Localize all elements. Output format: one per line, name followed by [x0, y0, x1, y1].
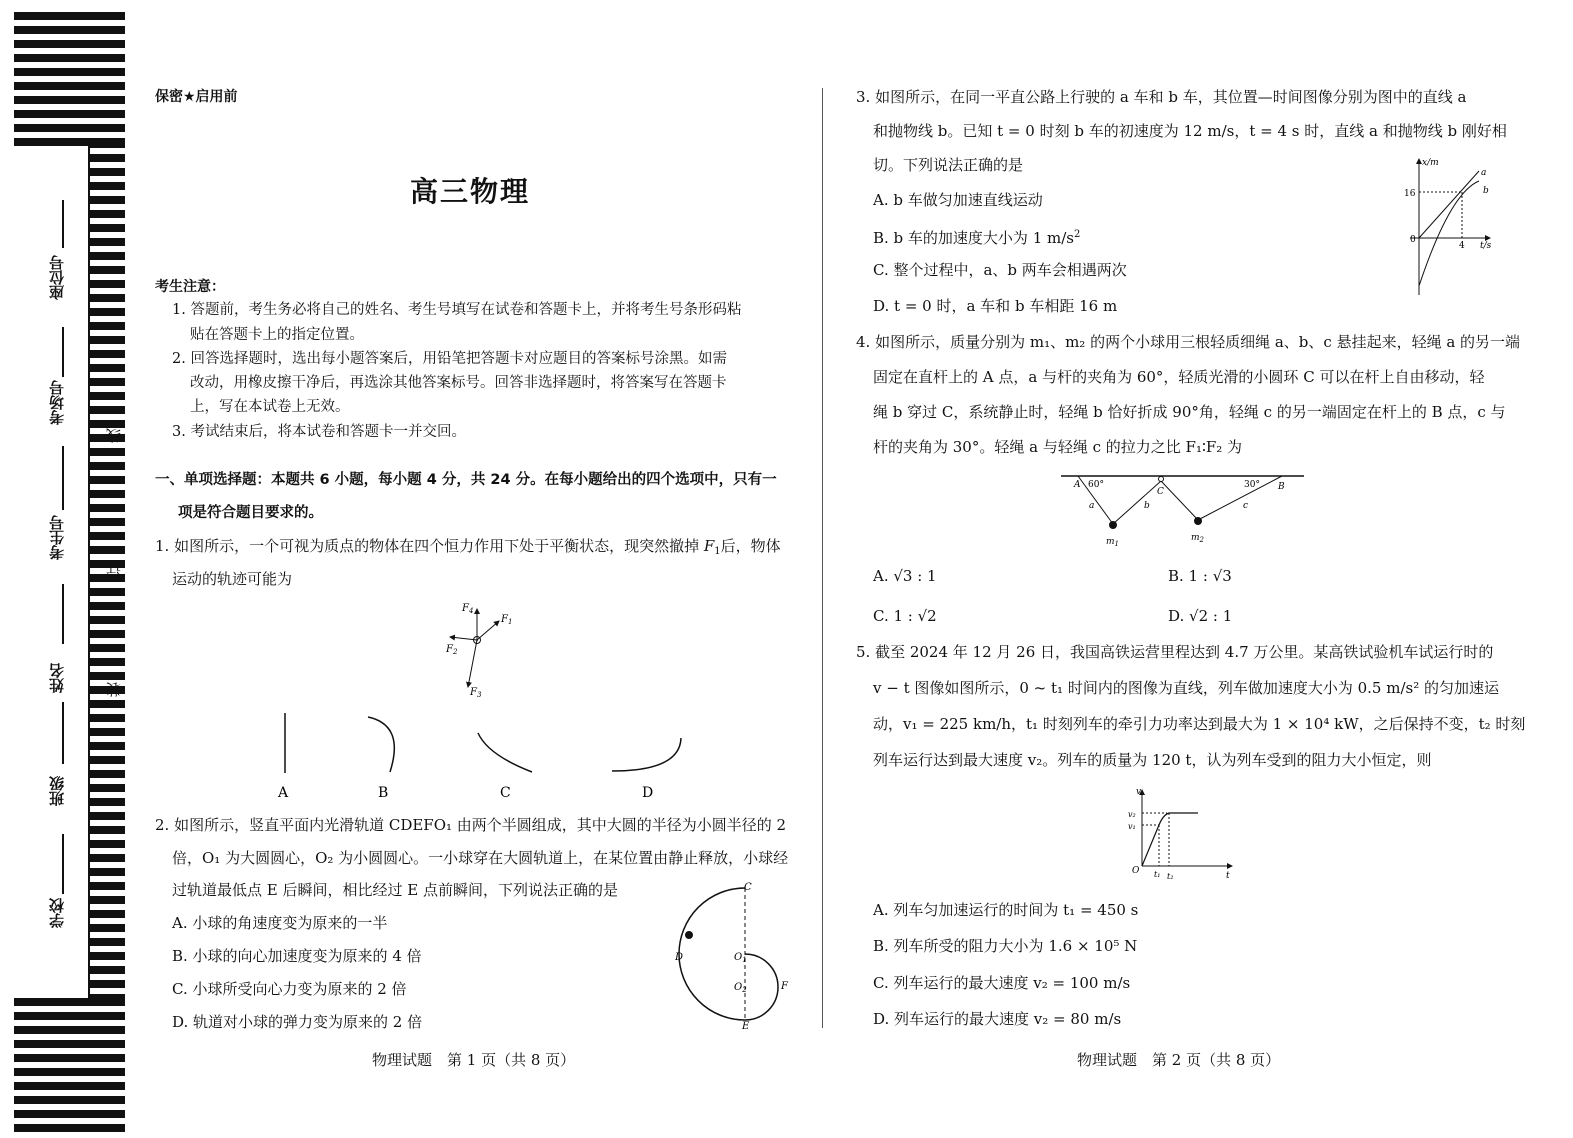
barcode-bar: [90, 924, 125, 932]
barcode-bar: [14, 1026, 125, 1034]
q1-f1-sub: 1: [714, 546, 721, 557]
q4-stem-line3: 绳 b 穿过 C，系统静止时，轻绳 b 恰好折成 90°角，轻绳 c 的另一端固定在杆上的 B 点，c 与: [873, 403, 1506, 421]
barcode-bar: [90, 672, 125, 680]
notice-item-2: 2. 回答选择题时，选出每小题答案后，用铅笔把答题卡对应题目的答案标号涂黑。如需: [172, 351, 727, 367]
q5-label-t: t: [1226, 871, 1230, 881]
q4-option-c: C. 1 : √2: [873, 607, 937, 625]
barcode-bar: [90, 882, 125, 890]
q1-option-d: D: [642, 785, 654, 801]
q4-ring-c: [1159, 477, 1164, 482]
q4-ball-m2: [1194, 517, 1202, 525]
barcode-bar: [90, 168, 125, 176]
notice-item-1: 1. 答题前，考生务必将自己的姓名、考生号填写在试卷和答题卡上，并将考生号条形码粘: [172, 302, 742, 318]
binding-mark-bind: 装: [105, 682, 123, 697]
barcode-bar: [90, 854, 125, 862]
q1-option-a: A: [278, 785, 289, 801]
q4-label-rope-c: c: [1243, 501, 1249, 511]
q1-label-f2: $F_2$: [446, 644, 458, 656]
q4-label-c-point: C: [1157, 487, 1164, 497]
q3-option-d: D. t = 0 时，a 车和 b 车相距 16 m: [873, 297, 1118, 315]
barcode-bar: [90, 462, 125, 470]
barcode-bar: [90, 588, 125, 596]
barcode-bar: [90, 616, 125, 624]
barcode-bar: [90, 952, 125, 960]
barcode-bar: [14, 40, 125, 48]
barcode-bar: [90, 644, 125, 652]
q2-ball: [685, 931, 693, 939]
q2-label-d: D: [675, 952, 684, 963]
barcode-bar: [90, 756, 125, 764]
q5-velocity-curve: [1142, 813, 1198, 866]
barcode-bar: [90, 448, 125, 456]
notice-item-2-cont2: 上，写在本试卷上无效。: [190, 399, 350, 415]
field-line-name: [62, 584, 64, 644]
q4-label-b-point: B: [1278, 482, 1285, 492]
barcode-bar: [90, 238, 125, 246]
barcode-bar: [14, 1082, 125, 1090]
barcode-bar: [90, 826, 125, 834]
barcode-bar: [90, 532, 125, 540]
q3-option-a: A. b 车做匀加速直线运动: [873, 191, 1043, 209]
barcode-bar: [90, 910, 125, 918]
q4-label-m2: $m_2$: [1191, 533, 1205, 544]
q2-option-a: A. 小球的角速度变为原来的一半: [172, 914, 388, 932]
q2-label-o2: $O_2$: [734, 982, 747, 994]
q5-option-c: C. 列车运行的最大速度 v₂ = 100 m/s: [873, 974, 1131, 992]
field-line-seat: [62, 200, 64, 248]
q1-stem-line2: 运动的轨迹可能为: [172, 570, 293, 588]
barcode-bar: [14, 1096, 125, 1104]
q1-trajectory-options: [260, 705, 700, 805]
barcode-bar: [88, 140, 90, 1000]
barcode-bar: [90, 742, 125, 750]
page-title: 高三物理: [410, 175, 531, 208]
barcode-bar: [14, 110, 125, 118]
barcode-bar: [90, 140, 125, 148]
barcode-bar: [90, 602, 125, 610]
q1-label-f1: $F_1$: [501, 614, 513, 626]
q1-trajectory-c: [478, 733, 532, 772]
barcode-bar: [14, 68, 125, 76]
notice-item-2-cont: 改动，用橡皮擦干净后，再选涂其他答案标号。回答非选择题时，将答案写在答题卡: [190, 375, 727, 391]
q2-label-o1: $O_1$: [734, 952, 747, 964]
barcode-bar: [90, 420, 125, 428]
q2-option-d: D. 轨道对小球的弹力变为原来的 2 倍: [172, 1013, 423, 1031]
barcode-bar: [14, 12, 125, 20]
footer-page-2: 物理试题 第 2 页（共 8 页）: [1077, 1051, 1281, 1069]
barcode-bar: [90, 658, 125, 666]
barcode-bar: [90, 392, 125, 400]
q4-angle-60: 60°: [1088, 480, 1104, 490]
barcode-bar: [90, 294, 125, 302]
field-school-label: 学校: [48, 898, 66, 928]
barcode-bar: [90, 980, 125, 988]
q2-track-diagram: [670, 876, 800, 1036]
q5-label-v2: v₂: [1128, 810, 1136, 819]
barcode-bar: [90, 546, 125, 554]
q4-stem-line1: 4. 如图所示，质量分别为 m₁、m₂ 的两个小球用三根轻质细绳 a、b、c 悬挂起来，轻绳 a 的另一端: [856, 333, 1521, 351]
barcode-bar: [14, 124, 125, 132]
field-class-label: 班级: [48, 776, 66, 806]
q3-tick-4: 4: [1459, 241, 1465, 251]
q1-force-f1-arrow: [477, 621, 499, 640]
q4-rope-b-left: [1113, 481, 1161, 524]
section1-heading: 一、单项选择题：本题共 6 小题，每小题 4 分，共 24 分。在每小题给出的四个选项中，只有一: [155, 472, 777, 488]
q2-stem-line1: 2. 如图所示，竖直平面内光滑轨道 CDEFO₁ 由两个半圆组成，其中大圆的半径为小圆半径的 2: [155, 816, 787, 834]
field-name-label: 姓名: [48, 663, 66, 693]
q2-stem-line2: 倍，O₁ 为大圆圆心，O₂ 为小圆圆心。一小球穿在大圆轨道上，在某位置由静止释放，小球经: [172, 849, 789, 867]
barcode-bar: [14, 82, 125, 90]
q2-label-e: E: [742, 1021, 750, 1032]
q4-option-b: B. 1 : √3: [1168, 567, 1232, 585]
barcode-bar: [90, 630, 125, 638]
q1-force-diagram: [440, 597, 520, 702]
q1-stem-part1: 1. 如图所示，一个可视为质点的物体在四个恒力作用下处于平衡状态，现突然撤掉: [155, 537, 704, 555]
barcode-bar: [90, 938, 125, 946]
q5-vt-graph: [1122, 784, 1242, 884]
q5-stem-line2: v − t 图像如图所示，0 ~ t₁ 时间内的图像为直线，列车做加速度大小为 0.5 m/s² 的匀加速运: [873, 679, 1499, 697]
q2-small-semicircle: [745, 954, 778, 1020]
barcode-bar: [14, 96, 125, 104]
q4-rope-c: [1198, 476, 1282, 520]
q5-label-v: v: [1136, 787, 1142, 797]
q4-angle-30: 30°: [1244, 480, 1260, 490]
q1-option-b: B: [378, 785, 389, 801]
field-line-id: [62, 446, 64, 510]
barcode-bar: [90, 812, 125, 820]
barcode-bar: [90, 196, 125, 204]
q1-stem-line1: [155, 536, 781, 562]
q3-option-b-sup: 2: [1074, 229, 1081, 240]
q4-option-d: D. √2 : 1: [1168, 607, 1233, 625]
barcode-bar: [90, 280, 125, 288]
q2-stem-line3: 过轨道最低点 E 后瞬间，相比经过 E 点前瞬间，下列说法正确的是: [172, 881, 618, 899]
barcode-bar: [90, 798, 125, 806]
barcode-bar: [90, 350, 125, 358]
q3-stem-line1: 3. 如图所示，在同一平直公路上行驶的 a 车和 b 车，其位置—时间图像分别为图中的直线 a: [856, 88, 1467, 106]
barcode-bar: [90, 252, 125, 260]
notice-item-1-cont: 贴在答题卡上的指定位置。: [190, 327, 364, 343]
barcode-bar: [90, 364, 125, 372]
q2-label-c: C: [744, 882, 752, 893]
q3-option-c: C. 整个过程中，a、b 两车会相遇两次: [873, 261, 1127, 279]
q5-label-v1: v₁: [1128, 822, 1136, 831]
field-line-school: [62, 834, 64, 894]
q2-option-c: C. 小球所受向心力变为原来的 2 倍: [172, 980, 407, 998]
q3-label-a: a: [1481, 168, 1487, 178]
q4-option-a: A. √3 : 1: [873, 567, 937, 585]
barcode-bar: [14, 1124, 125, 1132]
q5-label-origin: O: [1132, 866, 1140, 876]
barcode-bar: [90, 490, 125, 498]
field-id-label: 考生号: [48, 515, 66, 560]
barcode-bar: [90, 378, 125, 386]
q1-label-f4: $F_4$: [462, 603, 474, 615]
q4-stem-line2: 固定在直杆上的 A 点，a 与杆的夹角为 60°，轻质光滑的小圆环 C 可以在杆上自由移动，轻: [873, 368, 1485, 386]
barcode-bar: [90, 504, 125, 512]
barcode-bar: [90, 518, 125, 526]
q4-ball-m1: [1109, 521, 1117, 529]
q3-xt-graph: [1400, 153, 1500, 298]
field-seat-label: 座位号: [48, 255, 66, 300]
notice-item-3: 3. 考试结束后，将本试卷和答题卡一并交回。: [172, 424, 466, 440]
q4-label-rope-a: a: [1089, 501, 1095, 511]
barcode-bar: [90, 728, 125, 736]
q3-tick-16: 16: [1404, 189, 1416, 199]
notice-title: 考生注意：: [155, 279, 225, 295]
q3-ylabel: x/m: [1422, 158, 1439, 168]
barcode-bar: [90, 700, 125, 708]
barcode-bar: [90, 182, 125, 190]
barcode-bar: [14, 1054, 125, 1062]
section1-heading-cont: 项是符合题目要求的。: [178, 505, 323, 521]
q1-force-f2-arrow: [450, 637, 477, 640]
barcode-bar: [14, 1068, 125, 1076]
q3-stem-line2: 和抛物线 b。已知 t = 0 时刻 b 车的初速度为 12 m/s，t = 4 s 时，直线 a 和抛物线 b 刚好相: [873, 122, 1507, 140]
barcode-bar: [90, 966, 125, 974]
q3-option-b-text: B. b 车的加速度大小为 1 m/s: [873, 229, 1074, 247]
barcode-bar: [14, 26, 125, 34]
q3-label-b: b: [1483, 186, 1489, 196]
q3-xlabel: t/s: [1480, 241, 1492, 251]
barcode-bar: [90, 840, 125, 848]
q2-label-f: F: [781, 981, 788, 992]
q1-f1-symbol: F: [703, 537, 715, 555]
barcode-bar: [90, 770, 125, 778]
barcode-bar: [90, 266, 125, 274]
q3-origin: 0: [1410, 235, 1416, 245]
q3-parabola-b: [1419, 181, 1479, 286]
q4-rope-b-right: [1161, 481, 1198, 520]
q1-label-f3: $F_3$: [470, 687, 482, 699]
binding-mark-staple: 订: [105, 560, 123, 575]
q1-trajectory-d: [612, 738, 681, 771]
barcode-bar: [90, 210, 125, 218]
q4-stem-line4: 杆的夹角为 30°。轻绳 a 与轻绳 c 的拉力之比 F₁∶F₂ 为: [873, 438, 1243, 456]
barcode-bar: [90, 574, 125, 582]
binding-mark-line: 线: [105, 428, 123, 443]
barcode-bar: [90, 322, 125, 330]
field-room-label: 考场号: [48, 380, 66, 425]
q4-label-m1: $m_1$: [1106, 537, 1120, 548]
q5-label-t2: t₂: [1167, 872, 1174, 881]
q5-stem-line3: 动，v₁ = 225 km/h，t₁ 时刻列车的牵引力功率达到最大为 1 × 10⁴ kW，之后保持不变，t₂ 时刻: [873, 715, 1526, 733]
barcode-bar: [90, 868, 125, 876]
barcode-bar: [14, 1040, 125, 1048]
q5-stem-line4: 列车运行达到最大速度 v₂。列车的质量为 120 t，认为列车受到的阻力大小恒定，则: [873, 751, 1432, 769]
q1-stem-part2: 后，物体: [720, 537, 781, 555]
barcode-bar: [90, 994, 125, 1002]
q1-option-c: C: [500, 785, 511, 801]
column-divider: [822, 88, 823, 1028]
barcode-bar: [14, 1012, 125, 1020]
barcode-bar: [90, 784, 125, 792]
q5-option-d: D. 列车运行的最大速度 v₂ = 80 m/s: [873, 1010, 1122, 1028]
q2-option-b: B. 小球的向心加速度变为原来的 4 倍: [172, 947, 422, 965]
barcode-bar: [90, 308, 125, 316]
q5-stem-line1: 5. 截至 2024 年 12 月 26 日，我国高铁运营里程达到 4.7 万公里。某高铁试验机车试运行时的: [856, 643, 1494, 661]
barcode-bar: [90, 714, 125, 722]
footer-page-1: 物理试题 第 1 页（共 8 页）: [372, 1051, 576, 1069]
q4-rope-diagram: [1058, 470, 1308, 550]
barcode-bar: [90, 896, 125, 904]
q3-option-b: [873, 225, 1080, 248]
barcode-bar: [90, 224, 125, 232]
q4-label-rope-b: b: [1144, 501, 1150, 511]
barcode-bar: [90, 154, 125, 162]
barcode-bar: [14, 54, 125, 62]
barcode-bar: [90, 336, 125, 344]
barcode-bar: [90, 406, 125, 414]
barcode-bar: [14, 1110, 125, 1118]
q5-option-a: A. 列车匀加速运行的时间为 t₁ = 450 s: [873, 901, 1139, 919]
q3-line-a: [1419, 171, 1479, 238]
field-line-class: [62, 702, 64, 764]
q5-option-b: B. 列车所受的阻力大小为 1.6 × 10⁵ N: [873, 937, 1138, 955]
q1-trajectory-b: [368, 717, 394, 772]
q4-label-a-point: A: [1074, 480, 1081, 490]
barcode-bar: [90, 476, 125, 484]
q1-force-f3-arrow: [468, 640, 477, 687]
q3-stem-line3: 切。下列说法正确的是: [873, 156, 1024, 174]
secret-label: 保密★启用前: [155, 89, 238, 105]
q5-label-t1: t₁: [1154, 870, 1161, 879]
field-line-room: [62, 327, 64, 377]
